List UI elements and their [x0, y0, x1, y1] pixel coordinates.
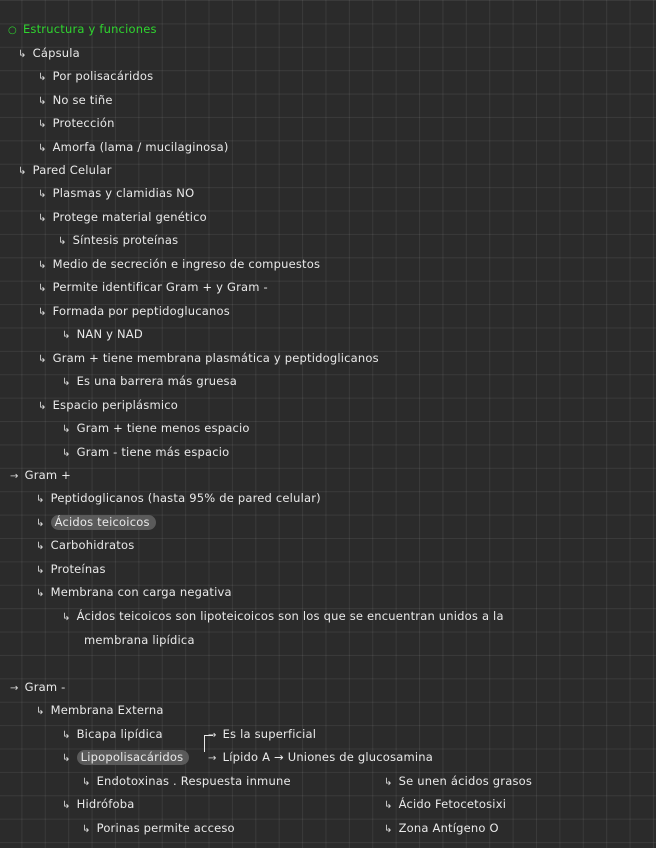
note-text: Hidrófoba [76, 797, 135, 811]
note-text: Ácido Fetocetosixi [398, 797, 507, 811]
arrow-bullet-icon: ↳ [38, 354, 47, 365]
note-text: Zona Antígeno O [398, 821, 499, 835]
note-text: Gram - tiene más espacio [76, 445, 230, 459]
note-text: Peptidoglicanos (hasta 95% de pared celular) [50, 491, 321, 505]
note-line [38, 304, 230, 320]
note-line [62, 727, 163, 743]
note-line [36, 585, 232, 601]
arrow-bullet-icon: ↳ [82, 824, 91, 835]
note-text: Membrana Externa [50, 703, 164, 717]
arrow-bullet-icon: ↳ [62, 730, 71, 741]
note-line [208, 750, 433, 766]
arrow-right-icon: → [10, 471, 19, 482]
note-text: Medio de secreción e ingreso de compuestos [52, 257, 321, 271]
note-text: Gram + tiene menos espacio [76, 421, 250, 435]
note-text: Lípido A → Uniones de glucosamina [222, 750, 433, 764]
arrow-bullet-icon: ↳ [384, 824, 393, 835]
arrow-bullet-icon: ↳ [62, 753, 71, 764]
arrow-bullet-icon: ↳ [38, 401, 47, 412]
highlighted-text: Ácidos teicoicos [51, 515, 156, 530]
note-text: Se unen ácidos grasos [398, 774, 533, 788]
note-line [384, 821, 499, 837]
note-line [208, 727, 316, 743]
arrow-bullet-icon: ↳ [384, 800, 393, 811]
note-line [38, 351, 379, 367]
arrow-bullet-icon: ↳ [18, 49, 27, 60]
note-text: Síntesis proteínas [72, 233, 179, 247]
arrow-bullet-icon: ↳ [38, 307, 47, 318]
notes-title [8, 22, 157, 38]
arrow-bullet-icon: ↳ [58, 236, 67, 247]
note-text: Es una barrera más gruesa [76, 374, 237, 388]
note-line [18, 46, 80, 62]
note-text: Estructura y funciones [22, 22, 157, 36]
arrow-bullet-icon: ↳ [62, 448, 71, 459]
arrow-bullet-icon: ↳ [384, 777, 393, 788]
note-line [62, 421, 250, 437]
arrow-bullet-icon: ↳ [62, 424, 71, 435]
note-line [384, 774, 532, 790]
note-text: Pared Celular [32, 163, 112, 177]
note-line [384, 797, 506, 813]
note-text: Ácidos teicoicos son lipoteicoicos son los que se encuentran unidos a la [76, 609, 504, 623]
arrow-bullet-icon: ↳ [36, 541, 45, 552]
note-line [38, 398, 178, 414]
note-text: NAN y NAD [76, 327, 143, 341]
arrow-bullet-icon: ↳ [38, 283, 47, 294]
note-line [10, 468, 71, 484]
note-text: Gram - [24, 680, 66, 694]
note-line [36, 703, 164, 719]
arrow-bullet-icon: ↳ [62, 330, 71, 341]
note-line [82, 821, 235, 837]
circle-bullet-icon: ○ [8, 25, 17, 36]
note-line [84, 633, 195, 647]
note-text: membrana lipídica [84, 633, 195, 647]
note-text: Permite identificar Gram + y Gram - [52, 280, 268, 294]
note-text: Cápsula [32, 46, 80, 60]
note-line [62, 797, 134, 813]
note-text: Carbohidratos [50, 538, 135, 552]
note-line [36, 562, 106, 578]
note-line [82, 774, 291, 790]
arrow-bullet-icon: ↳ [38, 96, 47, 107]
note-line [62, 750, 189, 766]
arrow-bullet-icon: ↳ [36, 706, 45, 717]
note-text: Endotoxinas . Respuesta inmune [96, 774, 291, 788]
note-line [18, 163, 112, 179]
highlighted-text: Lipopolisacáridos [77, 750, 190, 765]
arrow-right-icon: → [208, 730, 217, 741]
note-line [62, 327, 143, 343]
note-text: No se tiñe [52, 93, 113, 107]
note-text: Plasmas y clamidias NO [52, 186, 195, 200]
arrow-right-icon: → [208, 753, 217, 764]
arrow-bullet-icon: ↳ [36, 518, 45, 529]
note-line [38, 280, 268, 296]
arrow-bullet-icon: ↳ [38, 72, 47, 83]
arrow-bullet-icon: ↳ [36, 494, 45, 505]
note-line [36, 538, 134, 554]
note-line [10, 680, 66, 696]
note-text: Amorfa (lama / mucilaginosa) [52, 140, 229, 154]
note-line [36, 491, 321, 507]
arrow-bullet-icon: ↳ [38, 213, 47, 224]
note-line [62, 609, 504, 625]
arrow-bullet-icon: ↳ [38, 143, 47, 154]
note-line [36, 515, 156, 531]
note-text: Por polisacáridos [52, 69, 154, 83]
arrow-bullet-icon: ↳ [62, 800, 71, 811]
note-line [62, 374, 237, 390]
note-line [38, 140, 229, 156]
arrow-bullet-icon: ↳ [38, 189, 47, 200]
note-text: Bicapa lipídica [76, 727, 163, 741]
note-text: Es la superficial [222, 727, 317, 741]
note-text: Gram + [24, 468, 71, 482]
note-text: Proteínas [50, 562, 106, 576]
note-text: Protección [52, 116, 115, 130]
note-text: Membrana con carga negativa [50, 585, 232, 599]
arrow-bullet-icon: ↳ [62, 377, 71, 388]
arrow-right-icon: → [10, 683, 19, 694]
arrow-bullet-icon: ↳ [62, 612, 71, 623]
arrow-bullet-icon: ↳ [82, 777, 91, 788]
note-text: Protege material genético [52, 210, 207, 224]
note-line [38, 186, 194, 202]
arrow-bullet-icon: ↳ [36, 588, 45, 599]
note-line [38, 69, 153, 85]
note-line [38, 116, 115, 132]
arrow-bullet-icon: ↳ [36, 565, 45, 576]
note-line [58, 233, 178, 249]
note-text: Gram + tiene membrana plasmática y peptidoglicanos [52, 351, 379, 365]
note-line [38, 93, 113, 109]
arrow-bullet-icon: ↳ [38, 260, 47, 271]
note-text: Espacio periplásmico [52, 398, 178, 412]
note-line [38, 257, 320, 273]
note-line [62, 445, 229, 461]
note-text: Formada por peptidoglucanos [52, 304, 230, 318]
arrow-bullet-icon: ↳ [38, 119, 47, 130]
arrow-bullet-icon: ↳ [18, 166, 27, 177]
note-text: Porinas permite acceso [96, 821, 235, 835]
note-line [38, 210, 207, 226]
